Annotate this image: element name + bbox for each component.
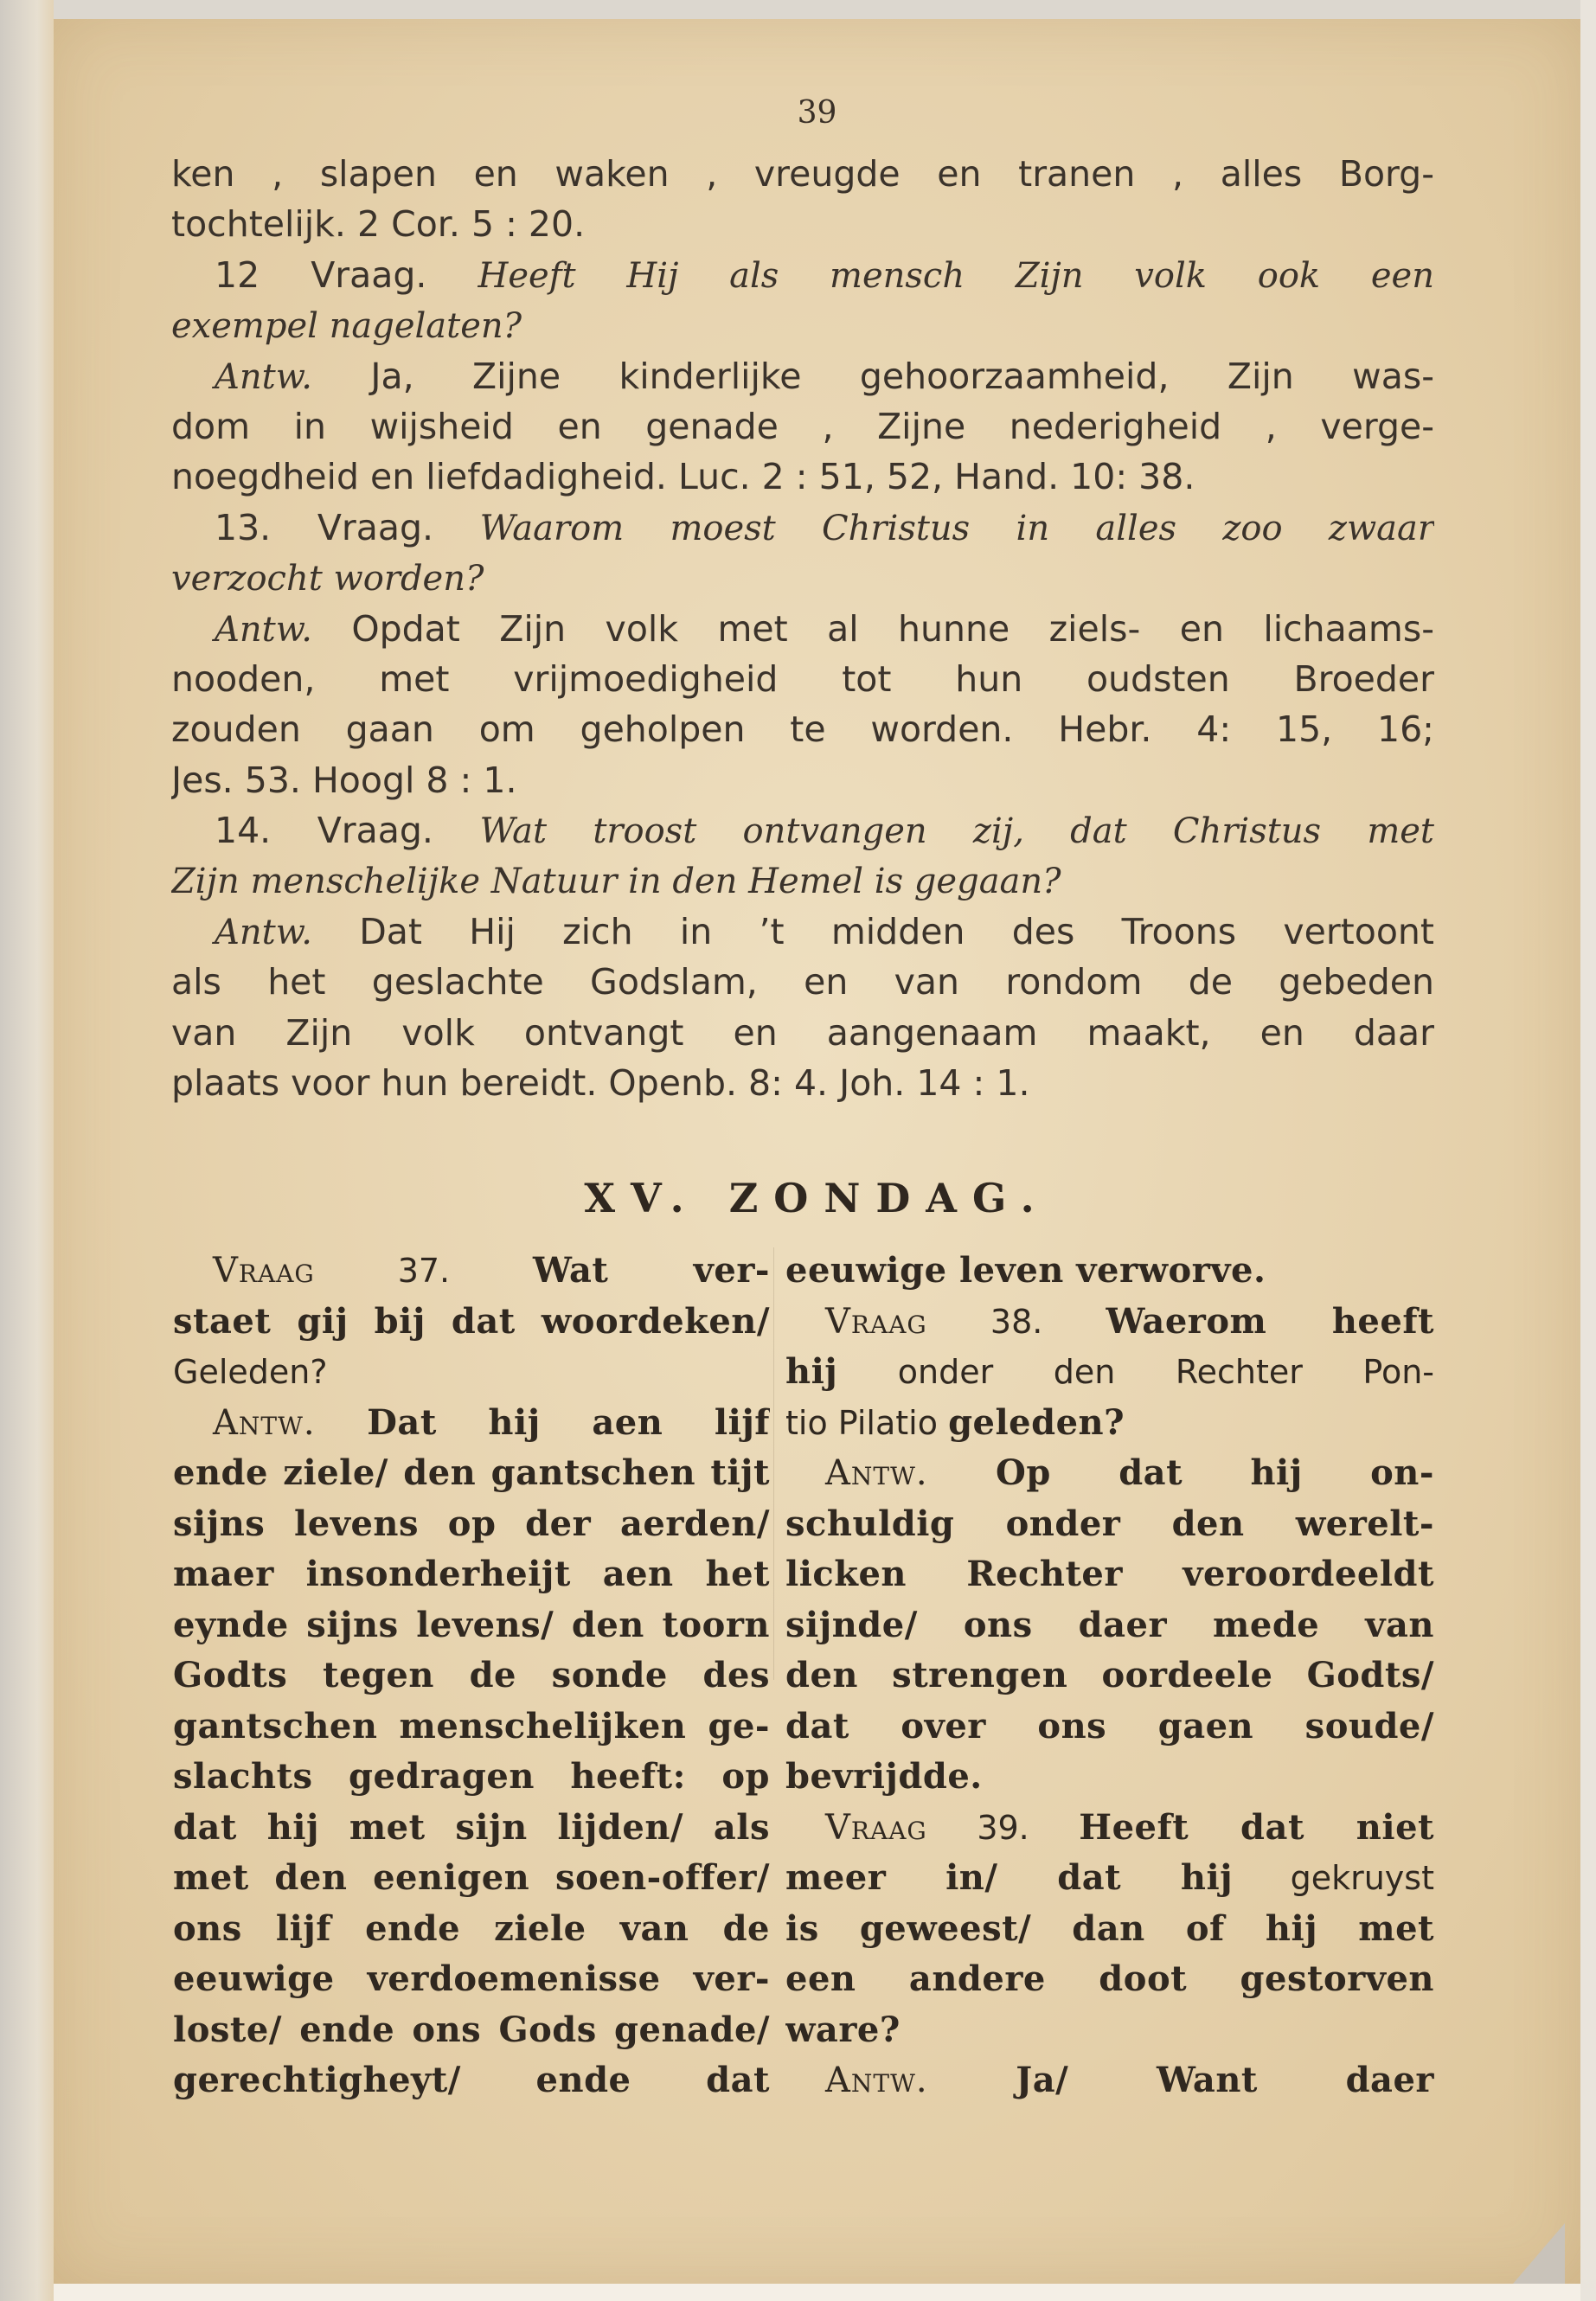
text-run: Antw. xyxy=(825,1453,928,1493)
text-run: Ja/ Want daer xyxy=(927,2060,1434,2100)
text-run: dom in wijsheid en genade , Zijne nederigheid , verge- xyxy=(171,405,1434,447)
text-run: nooden, met vrijmoedigheid tot hun oudsten Broeder xyxy=(171,657,1434,700)
body-line xyxy=(171,654,1434,704)
body-text xyxy=(171,149,1434,1108)
text-run: schuldig onder den werelt- xyxy=(785,1503,1434,1544)
text-run: als het geslachte Godslam, en van rondom de gebeden xyxy=(171,961,1434,1003)
left-column-line xyxy=(173,2055,770,2106)
body-line xyxy=(171,957,1434,1007)
right-column-line xyxy=(785,1398,1434,1449)
text-run: Op dat hij on- xyxy=(927,1452,1434,1493)
text-run: een andere doot gestorven xyxy=(785,1958,1434,1999)
right-column-line xyxy=(785,1246,1434,1297)
text-run: noegdheid en liefdadigheid. Luc. 2 : 51, 52, Hand. 10: 38. xyxy=(171,456,1195,498)
right-column xyxy=(785,1246,1434,2106)
text-run: Wat ver- xyxy=(533,1250,770,1291)
right-column-line xyxy=(785,1499,1434,1550)
scan-border-right xyxy=(1580,0,1596,2301)
text-run: geleden? xyxy=(948,1401,1125,1443)
text-run: meer in/ dat hij xyxy=(785,1857,1234,1898)
text-run: licken Rechter veroordeeldt xyxy=(785,1554,1434,1594)
right-column-line xyxy=(785,1702,1434,1753)
left-column-line xyxy=(173,1297,770,1348)
body-line xyxy=(171,199,1434,249)
text-run: 39. xyxy=(926,1808,1080,1847)
column-divider xyxy=(773,1247,774,1680)
left-column-line xyxy=(173,1702,770,1753)
left-column-line xyxy=(173,1398,770,1449)
text-run: bevrijdde. xyxy=(785,1756,983,1797)
text-run: Heeft dat niet xyxy=(1079,1806,1434,1848)
left-column-line xyxy=(173,2005,770,2056)
text-run: gerechtigheyt/ ende dat xyxy=(173,2060,770,2100)
right-column-line xyxy=(785,1954,1434,2005)
left-column-line xyxy=(173,1803,770,1854)
body-line xyxy=(171,351,1434,401)
text-run: gantschen menschelijken ge- xyxy=(173,1705,770,1747)
text-run: 14. Vraag. xyxy=(215,810,480,852)
right-column-line xyxy=(785,1600,1434,1651)
text-run: tochtelijk. 2 Cor. 5 : 20. xyxy=(171,203,586,246)
left-column-line xyxy=(173,1904,770,1955)
body-line xyxy=(171,250,1434,300)
section-heading: XV. ZONDAG. xyxy=(584,1175,1050,1221)
text-run: Dat hij aen lijf xyxy=(315,1401,770,1443)
text-run: Vraag xyxy=(213,1251,315,1291)
body-line xyxy=(171,300,1434,350)
page-corner xyxy=(1513,2223,1565,2284)
right-column-line xyxy=(785,1297,1434,1348)
body-line xyxy=(171,704,1434,754)
text-run: van Zijn volk ontvangt en aangenaam maakt, en daar xyxy=(171,1011,1434,1054)
text-run: Waerom heeft xyxy=(1106,1300,1434,1342)
body-line xyxy=(171,553,1434,603)
text-run: dat hij met sijn lijden/ als xyxy=(173,1806,770,1848)
text-run: ende ziele/ den gantschen tijt xyxy=(173,1452,770,1493)
right-column-line xyxy=(785,2055,1434,2106)
text-run: Geleden? xyxy=(173,1353,328,1391)
body-line xyxy=(171,503,1434,553)
text-run: verzocht worden? xyxy=(171,559,484,599)
text-run: slachts gedragen heeft: op xyxy=(173,1756,770,1797)
text-run: eeuwige verdoemenisse ver- xyxy=(173,1958,770,1999)
right-column-line xyxy=(785,1650,1434,1702)
left-column-line xyxy=(173,1448,770,1499)
text-run: plaats voor hun bereidt. Openb. 8: 4. Joh. 14 : 1. xyxy=(171,1062,1030,1105)
text-run: staet gij bij dat woordeken/ xyxy=(173,1300,770,1342)
body-line xyxy=(171,149,1434,199)
left-column-line xyxy=(173,1752,770,1803)
text-run: ware? xyxy=(785,2009,901,2050)
text-run: loste/ ende ons Gods genade/ xyxy=(173,2009,770,2050)
text-run: sijns levens op der aerden/ xyxy=(173,1503,770,1544)
scan-border-top xyxy=(0,0,1596,19)
left-column xyxy=(173,1246,770,2106)
text-run: Dat Hij zich in ’t midden des Troons vertoont xyxy=(311,910,1434,952)
text-run: eynde sijns levens/ den toorn xyxy=(173,1604,770,1645)
text-run: 38. xyxy=(926,1302,1106,1341)
body-line xyxy=(171,452,1434,502)
text-run: Vraag xyxy=(825,1301,927,1342)
text-run: Antw. xyxy=(215,609,312,650)
left-column-line xyxy=(173,1347,770,1398)
text-run: ken , slapen en waken , vreugde en tranen , alles Borg- xyxy=(171,153,1434,195)
text-run: maer insonderheijt aen het xyxy=(173,1554,770,1594)
left-column-line xyxy=(173,1954,770,2005)
text-run: Opdat Zijn volk met al hunne ziels- en lichaams- xyxy=(311,607,1434,650)
right-column-line xyxy=(785,1549,1434,1600)
text-run: gekruyst xyxy=(1233,1859,1434,1897)
text-run: Godts tegen de sonde des xyxy=(173,1655,770,1695)
text-run: Antw. xyxy=(215,356,312,397)
right-column-line xyxy=(785,1803,1434,1854)
right-column-line xyxy=(785,1853,1434,1904)
body-line xyxy=(171,1008,1434,1058)
body-line xyxy=(171,401,1434,452)
text-run: Heeft Hij als mensch Zijn volk ook een xyxy=(478,255,1434,296)
left-column-line xyxy=(173,1549,770,1600)
left-column-line xyxy=(173,1499,770,1550)
text-run: ons lijf ende ziele van de xyxy=(173,1907,770,1949)
text-run: met den eenigen soen-offer/ xyxy=(173,1857,770,1898)
right-column-line xyxy=(785,2005,1434,2056)
right-column-line xyxy=(785,1904,1434,1955)
left-column-line xyxy=(173,1600,770,1651)
text-run: Jes. 53. Hoogl 8 : 1. xyxy=(171,759,517,801)
book-page xyxy=(54,19,1580,2284)
left-column-line xyxy=(173,1246,770,1297)
text-run: Antw. xyxy=(825,2061,928,2100)
body-line xyxy=(171,805,1434,856)
body-line xyxy=(171,856,1434,906)
text-run: exempel nagelaten? xyxy=(171,306,522,347)
text-run: tio Pilatio xyxy=(785,1403,949,1442)
text-run: Antw. xyxy=(215,912,312,952)
text-run: is geweest/ dan of hij met xyxy=(785,1907,1434,1949)
right-column-line xyxy=(785,1752,1434,1803)
left-column-line xyxy=(173,1650,770,1702)
text-run: eeuwige leven verworve. xyxy=(785,1250,1266,1291)
page-number: 39 xyxy=(797,95,837,131)
text-run: den strengen oordeele Godts/ xyxy=(785,1655,1434,1695)
text-run: 13. Vraag. xyxy=(215,506,480,548)
right-column-line xyxy=(785,1448,1434,1499)
body-line xyxy=(171,1058,1434,1108)
text-run: Waarom moest Christus in alles zoo zwaar xyxy=(479,508,1434,548)
text-run: hij xyxy=(785,1351,838,1392)
text-run: Wat troost ontvangen zij, dat Christus met xyxy=(479,811,1434,852)
text-run: Ja, Zijne kinderlijke gehoorzaamheid, Zijn was- xyxy=(311,355,1434,397)
text-run: Antw. xyxy=(213,1402,316,1443)
right-column-line xyxy=(785,1347,1434,1398)
body-line xyxy=(171,604,1434,654)
text-run: 37. xyxy=(314,1252,534,1290)
text-run: dat over ons gaen soude/ xyxy=(785,1705,1434,1747)
text-run: zouden gaan om geholpen te worden. Hebr. 4: 15, 16; xyxy=(171,708,1434,751)
left-column-line xyxy=(173,1853,770,1904)
text-run: sijnde/ ons daer mede van xyxy=(785,1604,1434,1645)
body-line xyxy=(171,755,1434,805)
body-line xyxy=(171,907,1434,957)
text-run: Zijn menschelijke Natuur in den Hemel is gegaan? xyxy=(171,862,1061,902)
text-run: onder den Rechter Pon- xyxy=(837,1353,1434,1391)
scan-border-left xyxy=(0,0,54,2301)
text-run: 12 Vraag. xyxy=(215,253,478,296)
text-run: Vraag xyxy=(825,1807,927,1848)
